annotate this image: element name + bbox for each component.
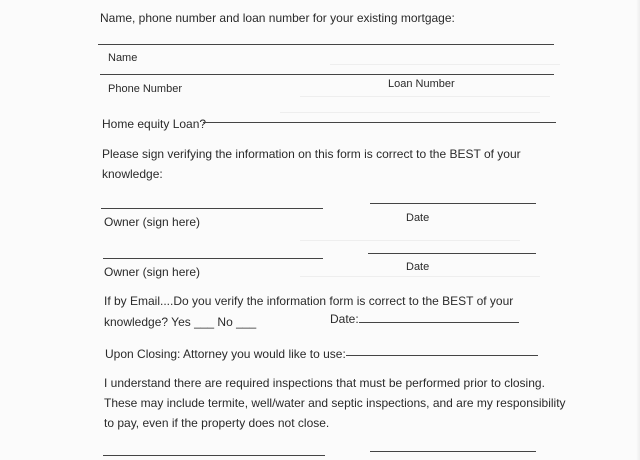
name-label: Name	[108, 52, 138, 64]
email-verify-line1: If by Email....Do you verify the information form is correct to the BEST of your	[104, 294, 514, 308]
home-equity-label: Home equity Loan?	[102, 117, 207, 131]
home-equity-line[interactable]	[203, 122, 556, 123]
name-line[interactable]	[100, 74, 554, 75]
sign-verify-text: Please sign verifying the information on this form is correct to the BEST of your knowledge:	[102, 147, 521, 181]
bleed-through-line	[300, 240, 520, 241]
owner-signature-line-2[interactable]	[103, 258, 323, 259]
bottom-signature-line-right[interactable]	[370, 451, 536, 452]
closing-attorney-line[interactable]	[346, 355, 538, 356]
closing-attorney-label: Upon Closing: Attorney you would like to use:	[105, 347, 346, 361]
scan-edge-shadow	[636, 0, 640, 460]
bleed-through-line	[330, 64, 560, 65]
bleed-through-line	[300, 96, 550, 97]
email-date-label: Date:	[330, 312, 359, 326]
bleed-through-line	[300, 276, 540, 277]
existing-mortgage-prompt: Name, phone number and loan number for your existing mortgage:	[100, 11, 455, 25]
date-line-1[interactable]	[370, 203, 536, 204]
date-line-2[interactable]	[368, 253, 536, 254]
existing-mortgage-line[interactable]	[98, 44, 554, 45]
bleed-through-line	[280, 112, 540, 113]
phone-number-label: Phone Number	[108, 83, 182, 95]
owner-sign-label-2: Owner (sign here)	[104, 265, 201, 279]
date-label-2: Date	[406, 261, 430, 273]
email-verify-line2: knowledge? Yes ___ No ___	[104, 315, 257, 329]
date-label-1: Date	[406, 212, 430, 224]
email-date-line[interactable]	[359, 322, 519, 323]
inspections-text: I understand there are required inspections that must be performed prior to closing. These may include termite, well/water and septic inspections, and are my responsibility to pay, even if the property does not close.	[104, 376, 566, 430]
owner-signature-line-1[interactable]	[101, 208, 323, 209]
loan-number-label: Loan Number	[388, 78, 455, 90]
bottom-signature-line-left[interactable]	[103, 455, 325, 456]
owner-sign-label-1: Owner (sign here)	[104, 215, 201, 229]
